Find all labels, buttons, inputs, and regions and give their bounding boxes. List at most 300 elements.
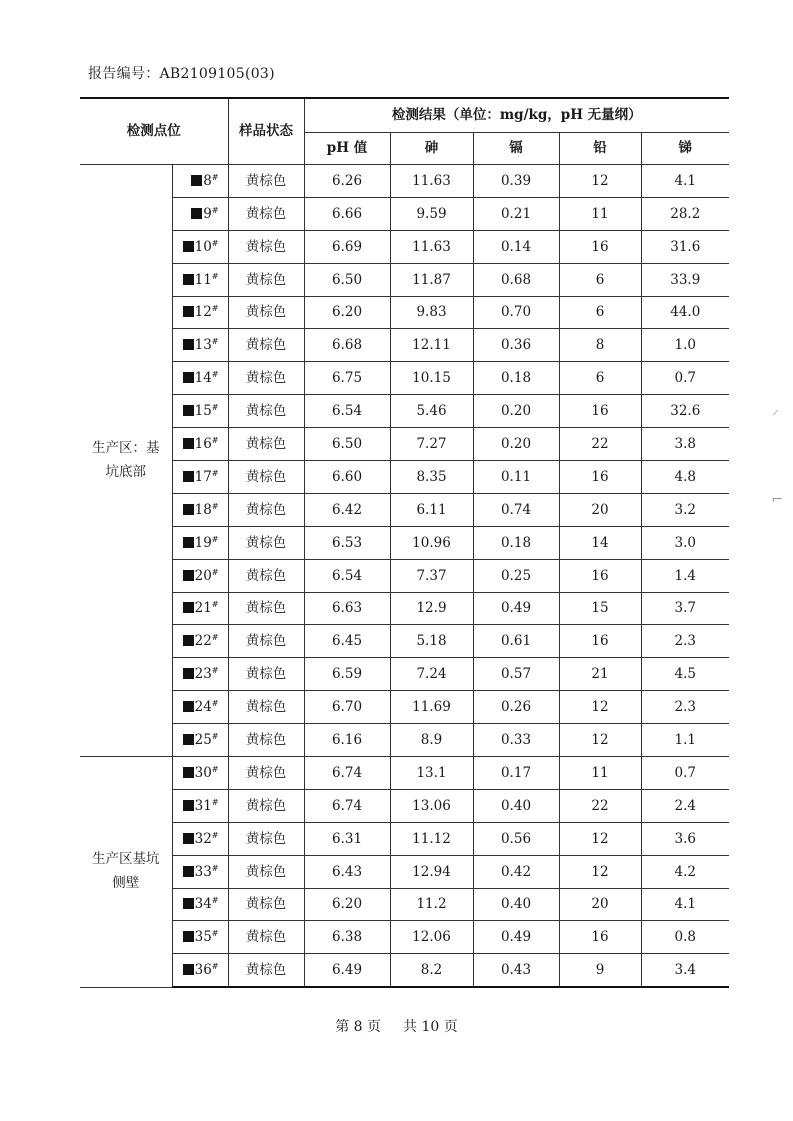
arsenic-value: 7.37 [390, 559, 473, 592]
arsenic-value: 10.96 [390, 526, 473, 559]
sample-state: 黄棕色 [228, 789, 304, 822]
black-square-icon [183, 504, 194, 515]
point-cell [172, 461, 228, 494]
point-cell [172, 197, 228, 230]
table-row [80, 855, 729, 888]
black-square-icon [183, 537, 194, 548]
black-square-icon [183, 701, 194, 712]
edge-mark: ⌐ [771, 492, 783, 508]
point-sup: # [211, 468, 219, 478]
point-cell [172, 493, 228, 526]
lead-value: 16 [559, 625, 641, 658]
ph-value: 6.42 [304, 493, 390, 526]
lead-value: 22 [559, 428, 641, 461]
point-id: 23 [194, 666, 212, 683]
lead-value: 16 [559, 461, 641, 494]
arsenic-value: 13.06 [390, 789, 473, 822]
page-number: 第 8 页 [335, 1019, 382, 1035]
ph-value: 6.70 [304, 691, 390, 724]
cadmium-value: 0.70 [473, 296, 559, 329]
ph-value: 6.54 [304, 559, 390, 592]
lead-value: 12 [559, 855, 641, 888]
black-square-icon [183, 964, 194, 975]
sample-state: 黄棕色 [228, 461, 304, 494]
point-sup: # [211, 172, 219, 182]
table-row [80, 362, 729, 395]
cadmium-value: 0.21 [473, 197, 559, 230]
point-cell [172, 724, 228, 757]
table-row [80, 954, 729, 987]
antimony-value: 4.8 [641, 461, 729, 494]
arsenic-value: 11.87 [390, 263, 473, 296]
cadmium-value: 0.14 [473, 230, 559, 263]
sample-state: 黄棕色 [228, 691, 304, 724]
antimony-value: 3.0 [641, 526, 729, 559]
point-id: 15 [194, 403, 212, 420]
point-sup: # [211, 699, 219, 709]
antimony-value: 3.7 [641, 592, 729, 625]
table-row [80, 493, 729, 526]
ph-value: 6.26 [304, 165, 390, 198]
antimony-value: 32.6 [641, 395, 729, 428]
cadmium-value: 0.40 [473, 888, 559, 921]
point-sup: # [211, 271, 219, 281]
point-cell [172, 757, 228, 790]
point-cell [172, 428, 228, 461]
table-row [80, 592, 729, 625]
report-number-label: 报告编号： [88, 66, 160, 82]
point-sup: # [211, 764, 219, 774]
arsenic-value: 9.59 [390, 197, 473, 230]
ph-value: 6.59 [304, 658, 390, 691]
point-id: 8 [203, 172, 212, 189]
point-cell [172, 658, 228, 691]
point-sup: # [211, 666, 219, 676]
ph-value: 6.43 [304, 855, 390, 888]
sample-state: 黄棕色 [228, 230, 304, 263]
point-sup: # [211, 600, 219, 610]
point-id: 12 [194, 304, 212, 321]
sample-state: 黄棕色 [228, 329, 304, 362]
black-square-icon [183, 405, 194, 416]
ph-value: 6.50 [304, 263, 390, 296]
antimony-value: 2.3 [641, 625, 729, 658]
point-cell [172, 822, 228, 855]
black-square-icon [183, 339, 194, 350]
ph-value: 6.45 [304, 625, 390, 658]
arsenic-value: 5.46 [390, 395, 473, 428]
sample-state: 黄棕色 [228, 822, 304, 855]
sample-state: 黄棕色 [228, 921, 304, 954]
point-cell [172, 329, 228, 362]
cadmium-value: 0.20 [473, 395, 559, 428]
table-row [80, 296, 729, 329]
antimony-value: 1.0 [641, 329, 729, 362]
lead-value: 11 [559, 757, 641, 790]
antimony-value: 4.5 [641, 658, 729, 691]
antimony-value: 0.8 [641, 921, 729, 954]
point-cell [172, 888, 228, 921]
table-row [80, 526, 729, 559]
sample-state: 黄棕色 [228, 625, 304, 658]
arsenic-value: 9.83 [390, 296, 473, 329]
lead-value: 12 [559, 165, 641, 198]
lead-value: 15 [559, 592, 641, 625]
point-sup: # [211, 534, 219, 544]
header-row-1 [80, 98, 729, 133]
header-state: 样品状态 [228, 98, 304, 165]
point-id: 17 [194, 468, 212, 485]
antimony-value: 0.7 [641, 757, 729, 790]
black-square-icon [183, 241, 194, 252]
sample-state: 黄棕色 [228, 395, 304, 428]
arsenic-value: 6.11 [390, 493, 473, 526]
antimony-value: 2.4 [641, 789, 729, 822]
antimony-value: 3.2 [641, 493, 729, 526]
table-row [80, 428, 729, 461]
ph-value: 6.60 [304, 461, 390, 494]
cadmium-value: 0.40 [473, 789, 559, 822]
cadmium-value: 0.74 [473, 493, 559, 526]
antimony-value: 33.9 [641, 263, 729, 296]
point-cell [172, 559, 228, 592]
report-number [88, 63, 275, 83]
point-sup: # [211, 501, 219, 511]
table-row [80, 230, 729, 263]
sample-state: 黄棕色 [228, 855, 304, 888]
table-row [80, 921, 729, 954]
table-row [80, 822, 729, 855]
point-id: 18 [194, 501, 212, 518]
sample-state: 黄棕色 [228, 658, 304, 691]
point-cell [172, 954, 228, 987]
point-id: 9 [203, 205, 212, 222]
sample-state: 黄棕色 [228, 362, 304, 395]
point-cell [172, 526, 228, 559]
sample-state: 黄棕色 [228, 493, 304, 526]
arsenic-value: 8.35 [390, 461, 473, 494]
cadmium-value: 0.20 [473, 428, 559, 461]
table-row [80, 197, 729, 230]
sample-state: 黄棕色 [228, 263, 304, 296]
cadmium-value: 0.26 [473, 691, 559, 724]
header-antimony: 锑 [641, 133, 729, 165]
cadmium-value: 0.36 [473, 329, 559, 362]
point-cell [172, 263, 228, 296]
report-number-value: AB2109105(03) [159, 66, 275, 82]
table-row [80, 724, 729, 757]
ph-value: 6.50 [304, 428, 390, 461]
point-sup: # [211, 435, 219, 445]
arsenic-value: 8.9 [390, 724, 473, 757]
point-sup: # [211, 830, 219, 840]
area-label-line: 生产区基坑 [92, 851, 160, 868]
arsenic-value: 11.63 [390, 230, 473, 263]
results-table [80, 97, 729, 988]
ph-value: 6.66 [304, 197, 390, 230]
point-id: 22 [194, 633, 212, 650]
point-cell [172, 592, 228, 625]
lead-value: 11 [559, 197, 641, 230]
point-cell [172, 296, 228, 329]
point-id: 21 [194, 600, 212, 617]
table-row [80, 559, 729, 592]
black-square-icon [183, 570, 194, 581]
ph-value: 6.16 [304, 724, 390, 757]
point-id: 35 [194, 929, 212, 946]
point-sup: # [211, 567, 219, 577]
point-id: 25 [194, 731, 212, 748]
area-label [80, 757, 172, 988]
point-cell [172, 165, 228, 198]
lead-value: 16 [559, 559, 641, 592]
sample-state: 黄棕色 [228, 296, 304, 329]
sample-state: 黄棕色 [228, 954, 304, 987]
lead-value: 6 [559, 362, 641, 395]
black-square-icon [191, 175, 202, 186]
point-id: 20 [194, 567, 212, 584]
cadmium-value: 0.18 [473, 526, 559, 559]
area-label-line: 侧壁 [112, 874, 140, 891]
black-square-icon [183, 833, 194, 844]
antimony-value: 4.1 [641, 888, 729, 921]
point-id: 24 [194, 699, 212, 716]
table-row [80, 395, 729, 428]
point-id: 33 [194, 863, 212, 880]
table-row [80, 789, 729, 822]
ph-value: 6.20 [304, 296, 390, 329]
antimony-value: 4.2 [641, 855, 729, 888]
point-sup: # [211, 633, 219, 643]
point-id: 34 [194, 896, 212, 913]
black-square-icon [183, 438, 194, 449]
lead-value: 12 [559, 691, 641, 724]
ph-value: 6.49 [304, 954, 390, 987]
arsenic-value: 12.9 [390, 592, 473, 625]
sample-state: 黄棕色 [228, 724, 304, 757]
point-cell [172, 625, 228, 658]
point-id: 11 [194, 271, 212, 288]
point-sup: # [211, 238, 219, 248]
point-sup: # [211, 863, 219, 873]
arsenic-value: 12.94 [390, 855, 473, 888]
area-label [80, 165, 172, 757]
cadmium-value: 0.49 [473, 592, 559, 625]
point-sup: # [211, 797, 219, 807]
point-id: 19 [194, 534, 212, 551]
black-square-icon [183, 668, 194, 679]
table-row [80, 888, 729, 921]
black-square-icon [183, 767, 194, 778]
sample-state: 黄棕色 [228, 197, 304, 230]
cadmium-value: 0.33 [473, 724, 559, 757]
arsenic-value: 12.11 [390, 329, 473, 362]
ph-value: 6.75 [304, 362, 390, 395]
black-square-icon [183, 931, 194, 942]
ph-value: 6.74 [304, 757, 390, 790]
lead-value: 22 [559, 789, 641, 822]
lead-value: 21 [559, 658, 641, 691]
lead-value: 12 [559, 724, 641, 757]
table-body [80, 165, 729, 988]
antimony-value: 1.1 [641, 724, 729, 757]
lead-value: 8 [559, 329, 641, 362]
ph-value: 6.68 [304, 329, 390, 362]
sample-state: 黄棕色 [228, 428, 304, 461]
arsenic-value: 7.24 [390, 658, 473, 691]
arsenic-value: 11.12 [390, 822, 473, 855]
arsenic-value: 13.1 [390, 757, 473, 790]
black-square-icon [183, 866, 194, 877]
lead-value: 20 [559, 493, 641, 526]
point-sup: # [211, 304, 219, 314]
sample-state: 黄棕色 [228, 592, 304, 625]
cadmium-value: 0.18 [473, 362, 559, 395]
ph-value: 6.74 [304, 789, 390, 822]
black-square-icon [183, 734, 194, 745]
header-ph: pH 值 [304, 133, 390, 165]
ph-value: 6.63 [304, 592, 390, 625]
table-row [80, 165, 729, 198]
lead-value: 16 [559, 230, 641, 263]
point-sup: # [211, 962, 219, 972]
point-sup: # [211, 731, 219, 741]
point-id: 30 [194, 764, 212, 781]
sample-state: 黄棕色 [228, 888, 304, 921]
antimony-value: 3.8 [641, 428, 729, 461]
table-row [80, 658, 729, 691]
black-square-icon [183, 274, 194, 285]
sample-state: 黄棕色 [228, 559, 304, 592]
cadmium-value: 0.42 [473, 855, 559, 888]
antimony-value: 1.4 [641, 559, 729, 592]
table-row [80, 263, 729, 296]
lead-value: 14 [559, 526, 641, 559]
antimony-value: 3.4 [641, 954, 729, 987]
header-results: 检测结果（单位：mg/kg，pH 无量纲） [304, 98, 729, 133]
sample-state: 黄棕色 [228, 526, 304, 559]
table-row [80, 329, 729, 362]
header-lead: 铅 [559, 133, 641, 165]
cadmium-value: 0.39 [473, 165, 559, 198]
black-square-icon [183, 800, 194, 811]
ph-value: 6.69 [304, 230, 390, 263]
point-sup: # [211, 370, 219, 380]
black-square-icon [183, 306, 194, 317]
area-label-line: 生产区：基 [92, 439, 160, 456]
point-sup: # [211, 929, 219, 939]
point-cell [172, 691, 228, 724]
cadmium-value: 0.43 [473, 954, 559, 987]
point-cell [172, 789, 228, 822]
point-id: 13 [194, 337, 212, 354]
cadmium-value: 0.49 [473, 921, 559, 954]
arsenic-value: 11.63 [390, 165, 473, 198]
black-square-icon [183, 898, 194, 909]
page-total: 共 10 页 [403, 1019, 458, 1035]
table-row [80, 691, 729, 724]
header-cadmium: 镉 [473, 133, 559, 165]
lead-value: 16 [559, 921, 641, 954]
point-sup: # [211, 337, 219, 347]
edge-mark: ⸝ [772, 402, 779, 418]
header-point: 检测点位 [80, 98, 228, 165]
point-id: 36 [194, 962, 212, 979]
page-footer [0, 1016, 793, 1036]
cadmium-value: 0.68 [473, 263, 559, 296]
sample-state: 黄棕色 [228, 757, 304, 790]
lead-value: 16 [559, 395, 641, 428]
arsenic-value: 8.2 [390, 954, 473, 987]
arsenic-value: 5.18 [390, 625, 473, 658]
antimony-value: 4.1 [641, 165, 729, 198]
lead-value: 6 [559, 263, 641, 296]
black-square-icon [183, 635, 194, 646]
cadmium-value: 0.25 [473, 559, 559, 592]
cadmium-value: 0.11 [473, 461, 559, 494]
sample-state: 黄棕色 [228, 165, 304, 198]
antimony-value: 3.6 [641, 822, 729, 855]
lead-value: 6 [559, 296, 641, 329]
cadmium-value: 0.17 [473, 757, 559, 790]
point-id: 10 [194, 238, 212, 255]
ph-value: 6.31 [304, 822, 390, 855]
point-cell [172, 395, 228, 428]
arsenic-value: 7.27 [390, 428, 473, 461]
black-square-icon [191, 208, 202, 219]
point-id: 14 [194, 370, 212, 387]
black-square-icon [183, 602, 194, 613]
area-label-line: 坑底部 [105, 463, 146, 480]
antimony-value: 2.3 [641, 691, 729, 724]
point-sup: # [211, 896, 219, 906]
header-arsenic: 砷 [390, 133, 473, 165]
point-sup: # [211, 403, 219, 413]
lead-value: 9 [559, 954, 641, 987]
ph-value: 6.38 [304, 921, 390, 954]
point-cell [172, 230, 228, 263]
black-square-icon [183, 471, 194, 482]
cadmium-value: 0.61 [473, 625, 559, 658]
arsenic-value: 11.2 [390, 888, 473, 921]
arsenic-value: 11.69 [390, 691, 473, 724]
cadmium-value: 0.56 [473, 822, 559, 855]
arsenic-value: 10.15 [390, 362, 473, 395]
point-id: 31 [194, 797, 212, 814]
ph-value: 6.54 [304, 395, 390, 428]
lead-value: 12 [559, 822, 641, 855]
antimony-value: 0.7 [641, 362, 729, 395]
table-row [80, 757, 729, 790]
table-row [80, 461, 729, 494]
ph-value: 6.20 [304, 888, 390, 921]
lead-value: 20 [559, 888, 641, 921]
point-id: 32 [194, 830, 212, 847]
arsenic-value: 12.06 [390, 921, 473, 954]
antimony-value: 44.0 [641, 296, 729, 329]
point-cell [172, 855, 228, 888]
point-id: 16 [194, 435, 212, 452]
point-cell [172, 921, 228, 954]
point-sup: # [211, 205, 219, 215]
antimony-value: 31.6 [641, 230, 729, 263]
point-cell [172, 362, 228, 395]
black-square-icon [183, 372, 194, 383]
table-row [80, 625, 729, 658]
antimony-value: 28.2 [641, 197, 729, 230]
cadmium-value: 0.57 [473, 658, 559, 691]
ph-value: 6.53 [304, 526, 390, 559]
